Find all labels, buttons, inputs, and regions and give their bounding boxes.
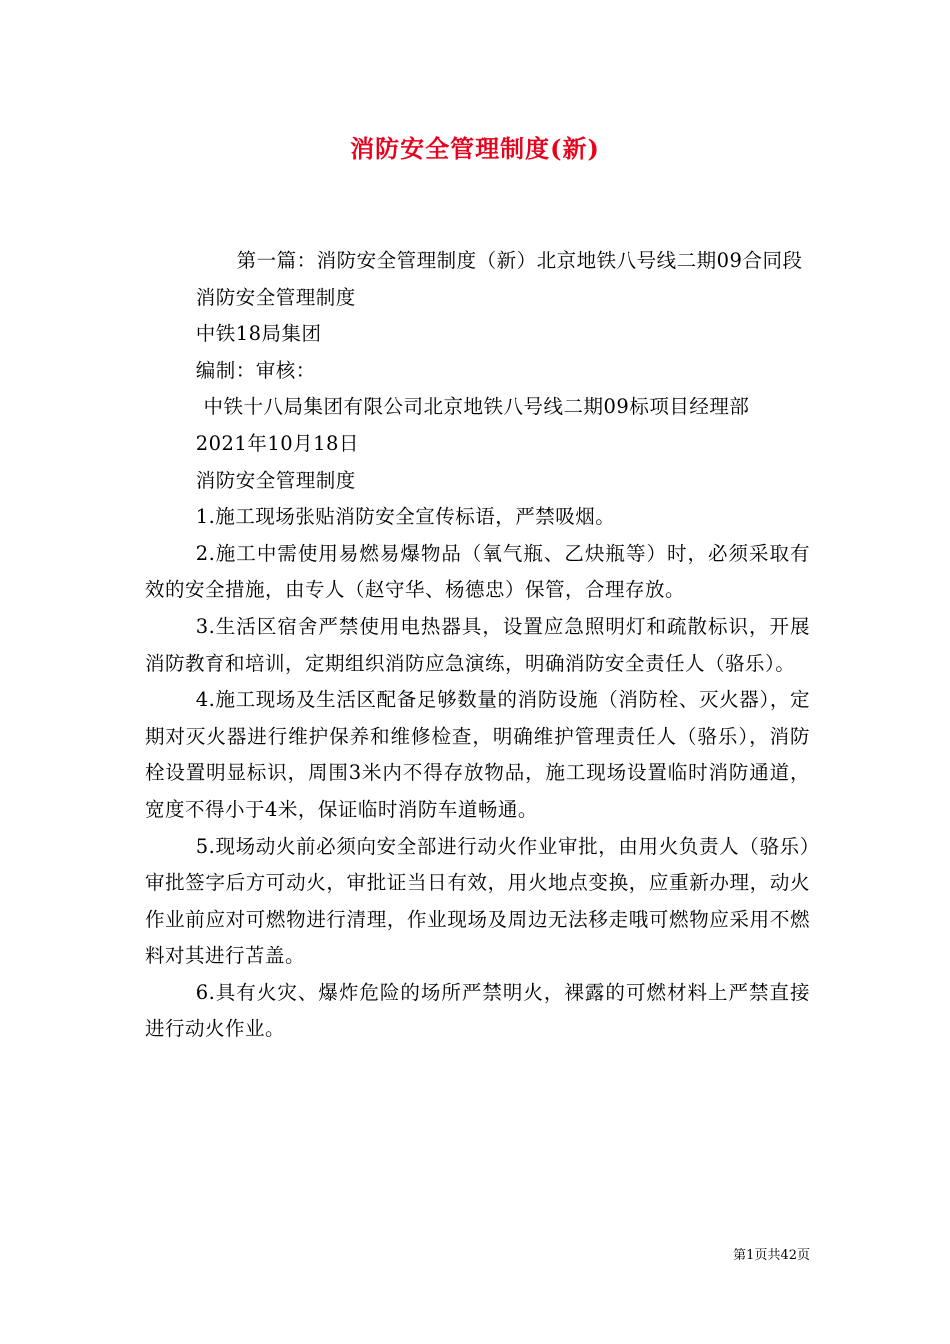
paragraph-section-title: 消防安全管理制度 (195, 468, 356, 492)
paragraph-item-1: 1.施工现场张贴消防安全宣传标语，严禁吸烟。 (195, 505, 616, 529)
paragraph-intro: 第一篇：消防安全管理制度（新）北京地铁八号线二期09合同段 (236, 249, 803, 272)
paragraph-item-2: 2.施工中需使用易燃易爆物品（氧气瓶、乙炔瓶等）时，必须采取有效的安全措施，由专人（赵守华、杨德忠）保管，合理存放。 (145, 541, 810, 602)
document-body (145, 243, 810, 1048)
paragraph-item-6: 6.具有火灾、爆炸危险的场所严禁明火，裸露的可燃材料上严禁直接进行动火作业。 (145, 980, 810, 1041)
paragraph-organization: 中铁十八局集团有限公司北京地铁八号线二期09标项目经理部 (203, 395, 750, 419)
paragraph-item-4: 4.施工现场及生活区配备足够数量的消防设施（消防栓、灭火器），定期对灭火器进行维护保养和维修检查，明确维护管理责任人（骆乐），消防栓设置明显标识，周围3米内不得存放物品，施工现场设置临时消防通道，宽度不得小于4米，保证临时消防车道畅通。 (145, 688, 810, 821)
document-title: 消防安全管理制度(新) (350, 134, 600, 163)
paragraph-item-5: 5.现场动火前必须向安全部进行动火作业审批，由用火负责人（骆乐）审批签字后方可动火，审批证当日有效，用火地点变换，应重新办理，动火作业前应对可燃物进行清理，作业现场及周边无法移走哦可燃物应采用不燃料对其进行苫盖。 (145, 834, 810, 968)
paragraph-date: 2021年10月18日 (195, 431, 359, 455)
page-number: 第1页共42页 (733, 1248, 810, 1263)
paragraph-editor: 编制：审核： (195, 358, 316, 382)
paragraph-company: 中铁18局集团 (195, 322, 322, 346)
paragraph-item-3: 3.生活区宿舍严禁使用电热器具，设置应急照明灯和疏散标识，开展消防教育和培训，定期组织消防应急演练，明确消防安全责任人（骆乐）。 (145, 614, 810, 675)
paragraph-heading: 消防安全管理制度 (195, 285, 356, 309)
